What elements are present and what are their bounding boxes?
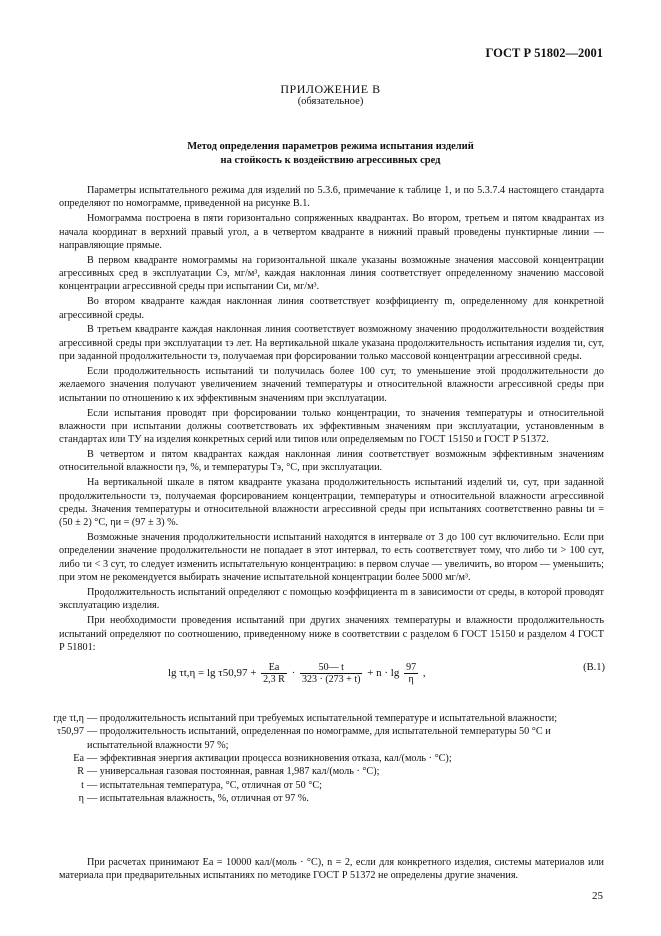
definition-text: — эффективная энергия активации процесса возникновения отказа, кал/(моль · °С);: [87, 753, 452, 765]
fraction-denominator: 323 · (273 + t): [302, 674, 361, 685]
fraction-numerator: 97: [406, 662, 417, 673]
section-title-line-2: на стойкость к воздействию агрессивных сред: [220, 155, 441, 166]
section-title: [0, 140, 661, 168]
paragraph: В первом квадранте номограммы на горизонтальной шкале указаны возможные значения массовой концентрации агрессивных сред в эксплуатации Cэ, мг/м³, каждая наклонная линия соответствует определенному значению массовой концентрации агрессивной среды при испытании Cи, мг/м³.: [59, 254, 604, 293]
paragraph: На вертикальной шкале в пятом квадранте указана продолжительность испытаний изделий τи, сут, при заданной продолжительности τэ, получаемая форсированием концентрации, температуры и относительной влажности агрессивной среды. Значения температуры и относительной влажности агрессивной среды при испытаниях соответственно равны tи = (50 ± 2) °С, ηи = (97 ± 3) %.: [59, 477, 604, 529]
formula-dot: ·: [291, 667, 296, 680]
definition-text: — продолжительность испытаний, определенная по номограмме, для испытательной температуры 50 °С и испытательной влажности 97 %;: [87, 726, 551, 751]
paragraph: Если испытания проводят при форсировании только концентрации, то значения температуры и относительной влажности при испытании должны соответствовать их эффективным значениям при эксплуатации, установленным в стандартах или ТУ на изделия конкретных серий или типов или определяемым по ГОСТ 15150 и ГОСТ Р 51372.: [59, 407, 604, 446]
definitions-list: [36, 712, 606, 805]
final-paragraph-block: [59, 856, 604, 883]
paragraph: В четвертом и пятом квадрантах каждая наклонная линия соответствует возможным эффективным значениям относительной влажности ηэ, %, и температуры Tэ, °С, при эксплуатации.: [59, 449, 604, 474]
paragraph: При необходимости проведения испытаний при других значениях температуры и влажности продолжительность испытаний определяют по соотношению, приведенному ниже в соответствии с разделом 6 ГОСТ 15150 и разделом 4 ГОСТ Р 51801:: [59, 615, 604, 653]
definition-symbol: R: [77, 766, 84, 778]
formula-comma: ,: [422, 667, 426, 680]
fraction-denominator: η: [408, 674, 414, 685]
fraction-denominator: 2,3 R: [263, 674, 285, 685]
fraction-temperature: [300, 662, 362, 685]
definition-symbol-text: τt,η: [69, 713, 84, 724]
definition-text: — продолжительность испытаний при требуемых испытательной температуре и испытательной влажности;: [87, 713, 558, 724]
final-paragraph: При расчетах принимают Eа = 10000 кал/(моль · °С), n = 2, если для конкретного изделия, системы материалов или материала при предварительных испытаниях по методике ГОСТ Р 51372 не определены другие значения.: [59, 857, 604, 882]
fraction-numerator: 50— t: [300, 662, 362, 674]
appendix-status: (обязательное): [297, 96, 364, 107]
definitions-intro: где: [53, 713, 67, 724]
paragraph: Параметры испытательного режима для изделий по 5.3.6, примечание к таблице 1, и по 5.3.7.4 настоящего стандарта определяют по номограмме, приведенной на рисунке В.1.: [59, 185, 604, 210]
definition-symbol: τ50,97: [56, 726, 84, 738]
section-title-line-1: Метод определения параметров режима испытания изделий: [187, 141, 474, 152]
fraction-numerator: Eа: [261, 662, 287, 674]
formula-number: (В.1): [583, 662, 605, 673]
body-text: [59, 184, 604, 654]
definition-text: — испытательная влажность, %, отличная от 97 %.: [87, 793, 309, 805]
definition-item: [36, 792, 606, 805]
definition-symbol: t: [81, 779, 84, 791]
paragraph: Если продолжительность испытаний τи получилась более 100 сут, то уменьшение этой продолжительности до желаемого значения получают увеличением значений температуры и относительной влажности агрессивной среды при испытании по отношению к их эффективным значениям при эксплуатации.: [59, 365, 604, 404]
formula-b1: [168, 650, 605, 690]
page-number: 25: [592, 890, 603, 902]
appendix-title: ПРИЛОЖЕНИЕ В: [280, 82, 381, 96]
definition-item: [36, 765, 606, 778]
fraction-activation: [261, 662, 287, 685]
definition-item: [36, 712, 606, 725]
formula-lhs: lg τt,η = lg τ50,97 +: [168, 667, 257, 680]
definition-symbol: [36, 712, 87, 725]
formula-mid: + n · lg: [367, 667, 400, 680]
definition-item: [36, 725, 606, 752]
definition-item: [36, 779, 606, 792]
paragraph: Номограмма построена в пяти горизонтально сопряженных квадрантах. Во втором, третьем и пятом квадрантах из начала координат в верхний правый угол, а в четвертом квадранте в нижний правый проведены пунктирные линии — направляющие прямые.: [59, 213, 604, 251]
paragraph: В третьем квадранте каждая наклонная линия соответствует возможному значению продолжительности воздействия агрессивной среды при эксплуатации τэ лет. На вертикальной шкале указана продолжительность испытания изделия τи, сут, при заданной продолжительности τэ, получаемая при форсировании только массовой концентрации агрессивной среды.: [59, 324, 604, 363]
standard-header: ГОСТ Р 51802—2001: [485, 46, 603, 60]
formula-expression: [168, 662, 426, 685]
definition-text: — испытательная температура, °С, отличная от 50 °С;: [87, 779, 322, 791]
definition-symbol: η: [78, 793, 84, 805]
paragraph: Возможные значения продолжительности испытаний находятся в интервале от 3 до 100 сут включительно. Если при определении значение продолжительности не попадает в этот интервал, то есть соответствует тому, что либо τи > 100 сут, либо τи < 3 сут, то следует изменить испытательную концентрацию: в первом случае — увеличить, во втором — уменьшить; при этом не рекомендуется выбирать значение испытательной концентрации более 5000 мг/м³.: [59, 532, 604, 584]
paragraph: Продолжительность испытаний определяют с помощью коэффициента m в зависимости от среды, в которой проводят эксплуатацию изделия.: [59, 586, 604, 612]
fraction-humidity: [404, 662, 418, 685]
paragraph: Во втором квадранте каждая наклонная линия соответствует коэффициенту m, определенному для конкретной агрессивной среды.: [59, 296, 604, 321]
definition-text: — универсальная газовая постоянная, равная 1,987 кал/(моль · °С);: [87, 766, 380, 778]
definition-symbol: Eа: [73, 753, 84, 765]
definition-item: [36, 752, 606, 765]
